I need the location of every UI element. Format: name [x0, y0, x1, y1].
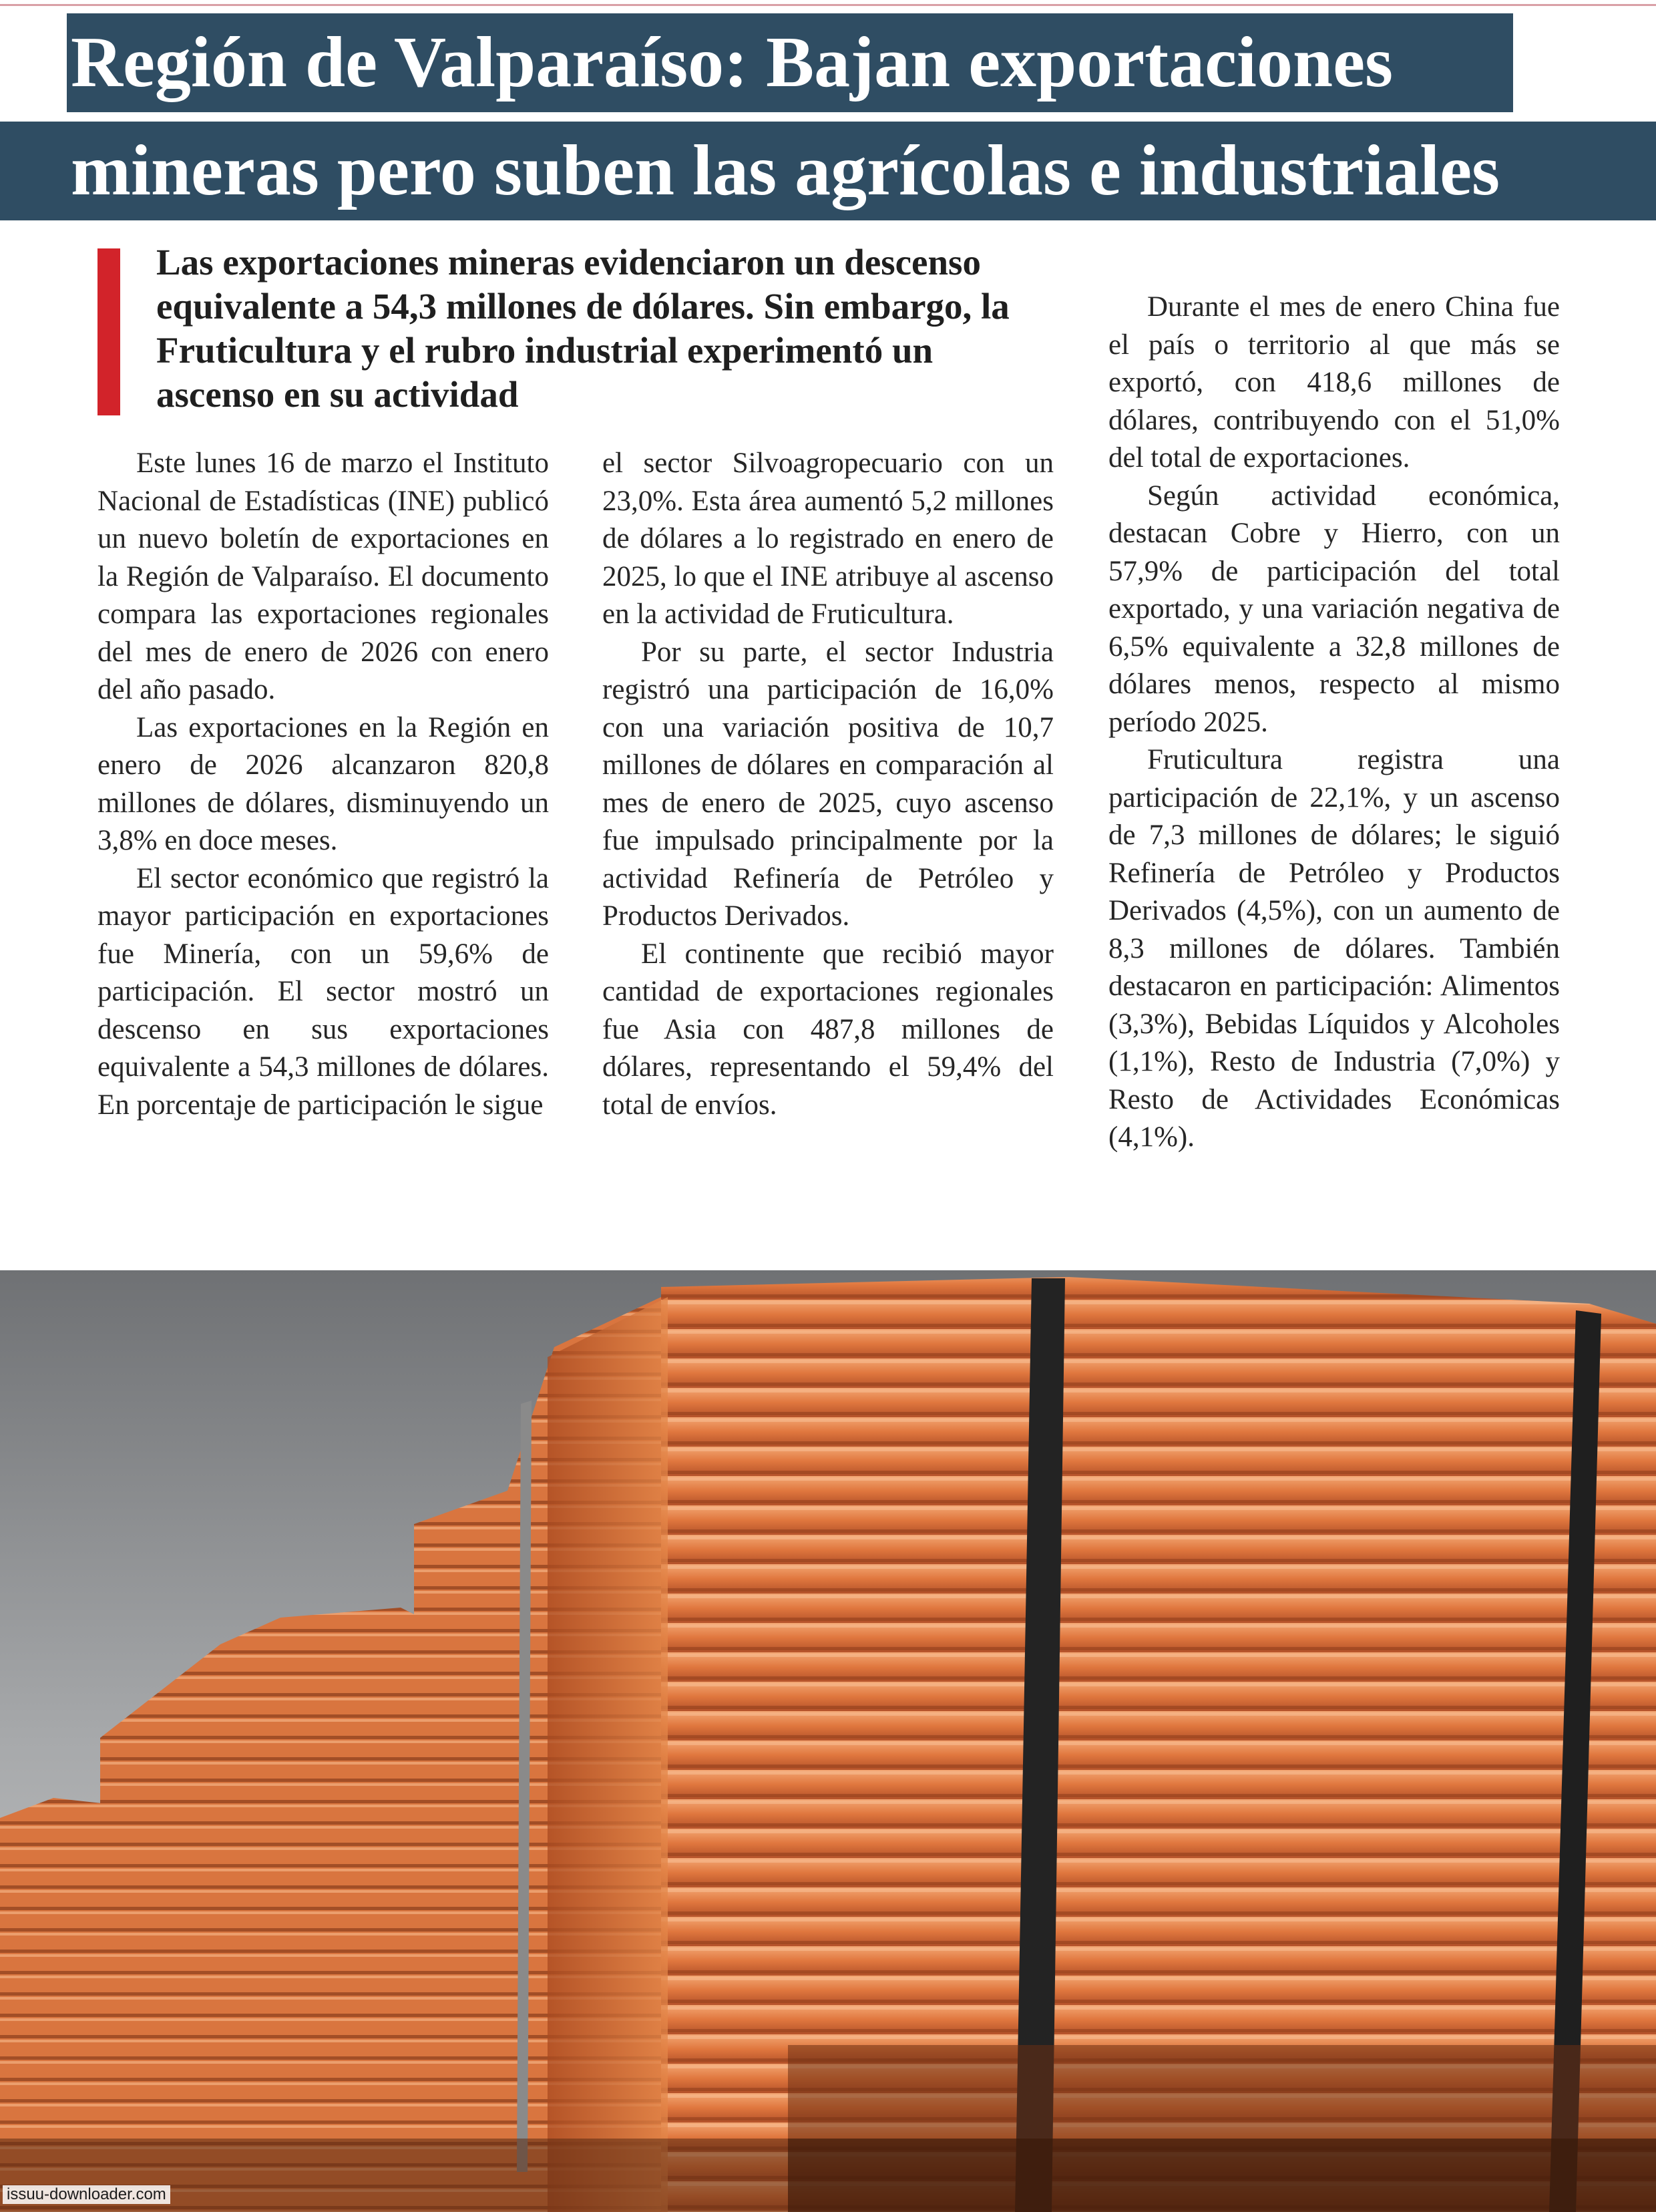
- watermark-credit: issuu-downloader.com: [3, 2185, 170, 2204]
- headline-line-1: Región de Valparaíso: Bajan exportaciones: [67, 13, 1513, 112]
- headline-line-2: mineras pero suben las agrícolas e industriales: [0, 122, 1656, 220]
- body-column-3: [1108, 289, 1560, 1157]
- paragraph: Según actividad económica, destacan Cobre y Hierro, con un 57,9% de participación del total exportado, y una variación negativa de 6,5% equivalente a 32,8 millones de dólares menos, respecto al mismo período 2025.: [1108, 480, 1560, 738]
- paragraph: Este lunes 16 de marzo el Instituto Nacional de Estadísticas (INE) publicó un nuevo boletín de exportaciones en la Región de Valparaíso. El documento compara las exportaciones regionales del mes de enero de 2026 con enero del año pasado.: [97, 447, 549, 705]
- top-rule: [0, 0, 1656, 6]
- paragraph: El sector económico que registró la mayor participación en exportaciones fue Minería, con un 59,6% de participación. El sector mostró un descenso en sus exportaciones equivalente a 54,3 millones de dólares. En porcentaje de participación le sigue: [97, 862, 549, 1121]
- body-column-2: [602, 445, 1054, 1124]
- lead-accent-bar: [97, 248, 120, 415]
- paragraph: Durante el mes de enero China fue el país o territorio al que más se exportó, con 418,6 millones de dólares, contribuyendo con el 51,0% del total de exportaciones.: [1108, 291, 1560, 474]
- paragraph: El continente que recibió mayor cantidad de exportaciones regionales fue Asia con 487,8 millones de dólares, representando el 59,4% del total de envíos.: [602, 938, 1054, 1121]
- copper-cathodes-photo: [0, 1270, 1656, 2212]
- lead-paragraph: Las exportaciones mineras evidenciaron un descenso equivalente a 54,3 millones de dólares. Sin embargo, la Fruticultura y el rubro industrial experimentó un ascenso en su actividad: [156, 242, 1010, 415]
- paragraph: Las exportaciones en la Región en enero de 2026 alcanzaron 820,8 millones de dólares, disminuyendo un 3,8% en doce meses.: [97, 711, 549, 856]
- paragraph: Fruticultura registra una participación de 22,1%, y un ascenso de 7,3 millones de dólares; le siguió Refinería de Petróleo y Productos Derivados (4,5%), con un aumento de 8,3 millones de dólares. También destacaron en participación: Alimentos (3,3%), Bebidas Líquidos y Alcoholes (1,1%), Resto de Industria (7,0%) y Resto de Actividades Económicas (4,1%).: [1108, 744, 1560, 1153]
- body-column-1: [97, 445, 549, 1124]
- paragraph: Por su parte, el sector Industria registró una participación de 16,0% con una variación positiva de 10,7 millones de dólares en comparación al mes de enero de 2025, cuyo ascenso fue impulsado principalmente por la actividad Refinería de Petróleo y Productos Derivados.: [602, 636, 1054, 932]
- paragraph: el sector Silvoagropecuario con un 23,0%. Esta área aumentó 5,2 millones de dólares a lo registrado en enero de 2025, lo que el INE atribuye al ascenso en la actividad de Fruticultura.: [602, 447, 1054, 630]
